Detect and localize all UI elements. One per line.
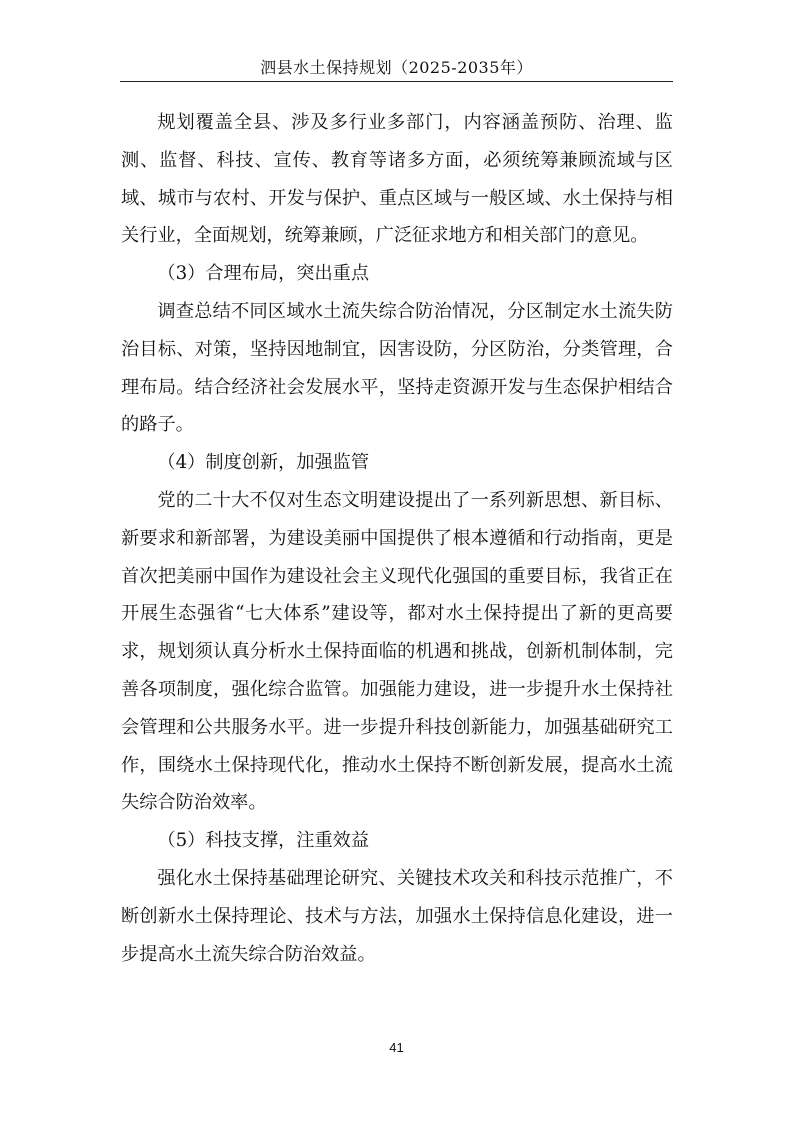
page-number: 41 [389,1040,404,1055]
body-paragraph: 强化水土保持基础理论研究、关键技术攻关和科技示范推广，不断创新水土保持理论、技术与方法，加强水土保持信息化建设，进一步提高水土流失综合防治效益。 [121,867,673,965]
section-heading-5: （5）科技支撑，注重效益 [157,830,370,852]
body-paragraph: 规划覆盖全县、涉及多行业多部门，内容涵盖预防、治理、监测、监督、科技、宣传、教育等诸多方面，必须统筹兼顾流域与区域、城市与农村、开发与保护、重点区域与一般区域、水土保持与相关行业，全面规划，统筹兼顾，广泛征求地方和相关部门的意见。 [121,112,673,247]
section-heading-4: （4）制度创新，加强监管 [157,452,370,474]
body-paragraph: 调查总结不同区域水土流失综合防治情况，分区制定水土流失防治目标、对策，坚持因地制宜，因害设防，分区防治，分类管理，合理布局。结合经济社会发展水平，坚持走资源开发与生态保护相结合的路子。 [121,300,673,436]
running-header: 泗县水土保持规划（2025-2035年） [260,58,533,77]
section-heading-3: （3）合理布局，突出重点 [157,263,370,285]
document-body [121,104,673,973]
body-paragraph: 党的二十大不仅对生态文明建设提出了一系列新思想、新目标、新要求和新部署，为建设美丽中国提供了根本遵循和行动指南，更是首次把美丽中国作为建设社会主义现代化强国的重要目标，我省正在开展生态强省“七大体系”建设等，都对水土保持提出了新的更高要求，规划须认真分析水土保持面临的机遇和挑战，创新机制体制，完善各项制度，强化综合监管。加强能力建设，进一步提升水土保持社会管理和公共服务水平。进一步提升科技创新能力，加强基础研究工作，围绕水土保持现代化，推动水土保持不断创新发展，提高水土流失综合防治效率。 [121,489,673,814]
header-divider [120,81,673,82]
